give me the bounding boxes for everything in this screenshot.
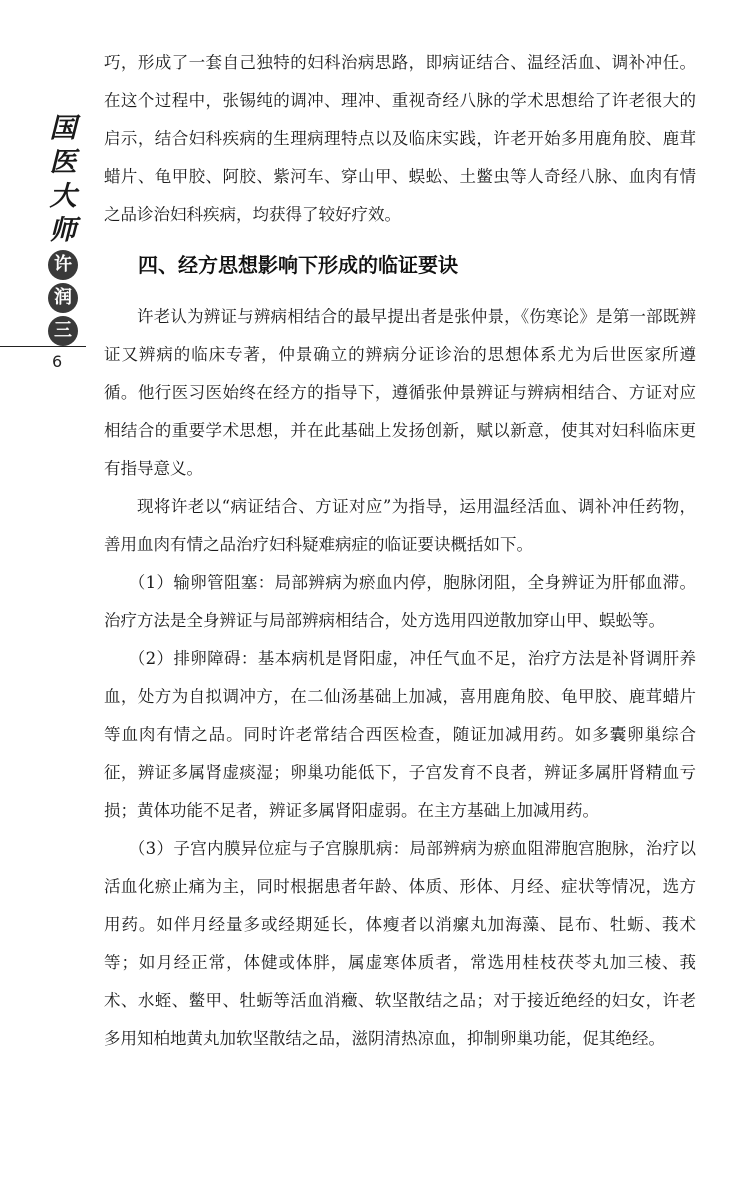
list-item: （1）输卵管阻塞：局部辨病为瘀血内停，胞脉闭阻，全身辨证为肝郁血滞。治疗方法是全身辨证与局部辨病相结合，处方选用四逆散加穿山甲、蜈蚣等。 xyxy=(104,573,696,630)
series-char: 大 xyxy=(49,181,77,212)
series-char: 医 xyxy=(49,147,77,178)
list-item: （2）排卵障碍：基本病机是肾阳虚，冲任气血不足，治疗方法是补肾调肝养血，处方为自拟调冲方，在二仙汤基础上加减，喜用鹿角胶、龟甲胶、鹿茸蜡片等血肉有情之品。同时许老常结合西医检查，随证加减用药。如多囊卵巢综合征，辨证多属肾虚痰湿；卵巢功能低下，子宫发育不良者，辨证多属肝肾精血亏损；黄体功能不足者，辨证多属肾阳虚弱。在主方基础上加减用药。 xyxy=(104,649,696,820)
page-number-rule xyxy=(0,346,86,347)
series-mark xyxy=(38,112,88,349)
series-char: 国 xyxy=(49,113,77,144)
author-char: 许 xyxy=(48,250,78,280)
author-char: 三 xyxy=(48,316,78,346)
paragraph: 巧，形成了一套自己独特的妇科治病思路，即病证结合、温经活血、调补冲任。在这个过程中，张锡纯的调冲、理冲、重视奇经八脉的学术思想给了许老很大的启示，结合妇科疾病的生理病理特点以及临床实践，许老开始多用鹿角胶、鹿茸蜡片、龟甲胶、阿胶、紫河车、穿山甲、蜈蚣、土鳖虫等人奇经八脉、血肉有情之品诊治妇科疾病，均获得了较好疗效。 xyxy=(104,53,696,224)
list-item: （3）子宫内膜异位症与子宫腺肌病：局部辨病为瘀血阻滞胞宫胞脉，治疗以活血化瘀止痛为主，同时根据患者年龄、体质、形体、月经、症状等情况，选方用药。如伴月经量多或经期延长，体瘦者以消瘰丸加海藻、昆布、牡蛎、莪术等；如月经正常，体健或体胖，属虚寒体质者，常选用桂枝茯苓丸加三棱、莪术、水蛭、鳖甲、牡蛎等活血消癥、软坚散结之品；对于接近绝经的妇女，许老多用知柏地黄丸加软坚散结之品，滋阴清热凉血，抑制卵巢功能，促其绝经。 xyxy=(104,839,696,1048)
series-char: 师 xyxy=(49,215,77,246)
page-number: 6 xyxy=(52,352,63,371)
paragraph: 现将许老以“病证结合、方证对应”为指导，运用温经活血、调补冲任药物，善用血肉有情之品治疗妇科疑难病症的临证要诀概括如下。 xyxy=(104,497,696,554)
author-badge xyxy=(48,250,78,349)
paragraph: 许老认为辨证与辨病相结合的最早提出者是张仲景，《伤寒论》是第一部既辨证又辨病的临床专著，仲景确立的辨病分证诊治的思想体系尤为后世医家所遵循。他行医习医始终在经方的指导下，遵循张仲景辨证与辨病相结合、方证对应相结合的重要学术思想，并在此基础上发扬创新，赋以新意，使其对妇科临床更有指导意义。 xyxy=(104,307,696,478)
main-text xyxy=(104,44,696,1058)
section-heading: 四、经方思想影响下形成的临证要诀 xyxy=(138,253,458,277)
author-char: 润 xyxy=(48,283,78,313)
